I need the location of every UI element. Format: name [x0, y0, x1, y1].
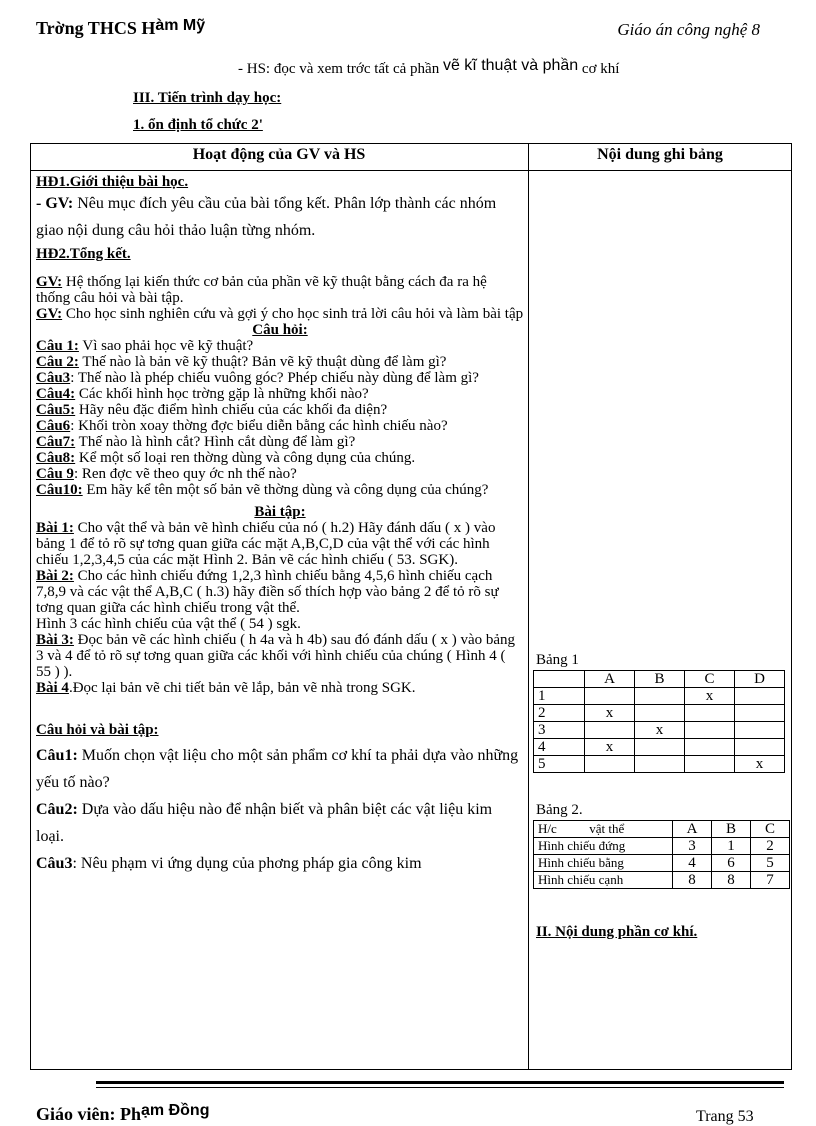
table-cell: 4 [534, 739, 585, 756]
table-cell: 8 [712, 872, 751, 889]
review-title: Câu hỏi và bài tập: [36, 722, 159, 738]
table-cell: Hình chiếu bằng [534, 855, 673, 872]
table-row [534, 688, 785, 705]
activity-column [36, 172, 524, 877]
exercise-item: Bài 3: Đọc bản vẽ các hình chiếu ( h 4a và h 4b) sau đó đánh dấu ( x ) vào bảng 3 và 4 để tỏ rõ sự tơng quan giữa các khối với hình chiếu của chúng ( Hình 4 ( 55 ) ). [36, 632, 516, 680]
question-item: Câu 2: Thế nào là bản vẽ kỹ thuật? Bản vẽ kỹ thuật dùng để làm gì? [36, 354, 447, 370]
table-header-cell: C [751, 821, 790, 838]
exercise-item: Bài 4.Đọc lại bản vẽ chi tiết bản vẽ lắp, bản vẽ nhà trong SGK. [36, 680, 416, 696]
section-3-sub: 1. ổn định tổ chức 2' [133, 117, 263, 133]
table-cell [735, 739, 785, 756]
table-cell [585, 756, 635, 773]
exercises-title: Bài tập: [254, 504, 306, 520]
table-cell: 7 [751, 872, 790, 889]
table-header-cell: C [685, 671, 735, 688]
review-item: Câu3: Nêu phạm vi ứng dụng của phơng pháp gia công kim [36, 855, 422, 872]
question-item: Câu4: Các khối hình học trờng gặp là những khối nào? [36, 386, 369, 402]
question-item: Câu7: Thế nào là hình cắt? Hình cắt dùng để làm gì? [36, 434, 356, 450]
question-item: Câu6: Khối tròn xoay thờng đợc biểu diễn bằng các hình chiếu nào? [36, 418, 448, 434]
table-header-cell: B [712, 821, 751, 838]
table-cell [585, 688, 635, 705]
table-cell [735, 705, 785, 722]
table-row [534, 872, 790, 889]
table-header-row [534, 671, 785, 688]
question-item: Câu 1: Vì sao phải học vẽ kỹ thuật? [36, 338, 254, 354]
table-cell [685, 722, 735, 739]
table-cell: 5 [534, 756, 585, 773]
table-row [534, 739, 785, 756]
table-cell [685, 739, 735, 756]
table-cell: 2 [751, 838, 790, 855]
question-item: Câu3: Thế nào là phép chiếu vuông góc? Phép chiếu này dùng để làm gì? [36, 370, 479, 386]
gv1-paragraph: - GV: Nêu mục đích yêu cầu của bài tổng kết. Phân lớp thành các nhóm giao nội dung câu hỏi thảo luận từng nhóm. [36, 195, 497, 239]
table-cell: 5 [751, 855, 790, 872]
table-cell: 1 [534, 688, 585, 705]
table-cell [635, 756, 685, 773]
table-cell: Hình chiếu đứng [534, 838, 673, 855]
table-cell: 8 [673, 872, 712, 889]
table-cell: 1 [712, 838, 751, 855]
header-subject: Giáo án công nghệ 8 [617, 20, 760, 39]
table-cell [635, 688, 685, 705]
question-item: Câu10: Em hãy kể tên một số bản vẽ thờng dùng và công dụng của chúng? [36, 482, 489, 498]
question-list [36, 338, 524, 498]
header-school: Trờng THCS Hàm Mỹ [36, 17, 206, 38]
table-cell: 6 [712, 855, 751, 872]
review-list [36, 742, 524, 877]
exercise-item: Bài 1: Cho vật thể và bản vẽ hình chiếu của nó ( h.2) Hãy đánh dấu ( x ) vào bảng 1 để tỏ rõ sự tơng quan giữa các mặt A,B,C,D của vật thể với các hình chiếu 1,2,3,4,5 của các mặt Hình 2. Bản vẽ các hình chiếu ( 53. SGK). [36, 520, 496, 568]
table-head-activity: Hoạt động của GV và HS [192, 146, 366, 163]
table-header-cell: B [635, 671, 685, 688]
hd2-title: HĐ2.Tổng kết. [36, 246, 131, 262]
question-item: Câu 9: Ren đợc vẽ theo quy ớc nh thế nào? [36, 466, 297, 482]
exercise-list [36, 520, 524, 696]
table-cell: 3 [534, 722, 585, 739]
table1-title: Bảng 1 [536, 652, 579, 668]
table-cell [585, 722, 635, 739]
table-row [534, 855, 790, 872]
table-header-row [534, 821, 790, 838]
table-header-cell: A [673, 821, 712, 838]
exercise-item: Hình 3 các hình chiếu của vật thể ( 54 ) sgk. [36, 616, 301, 632]
table-cell: x [685, 688, 735, 705]
table-cell: 2 [534, 705, 585, 722]
table-header-cell [534, 671, 585, 688]
footer-rule [96, 1081, 784, 1084]
hd1-title: HĐ1.Giới thiệu bài học. [36, 174, 189, 190]
review-item: Câu2: Dựa vào dấu hiệu nào để nhận biết và phân biệt các vật liệu kim loại. [36, 801, 493, 845]
section-3-title: III. Tiến trình dạy học: [133, 90, 282, 106]
intro-line: - HS: đọc và xem trớc tất cả phần vẽ kĩ thuật và phần cơ khí [238, 57, 620, 77]
table-row [534, 838, 790, 855]
table2-title: Bảng 2. [536, 802, 583, 818]
table-head-content: Nội dung ghi bảng [597, 146, 723, 163]
footer-rule-thin [96, 1087, 784, 1088]
question-item: Câu5: Hãy nêu đặc điểm hình chiếu của các khối đa diện? [36, 402, 388, 418]
table-cell [685, 756, 735, 773]
exercise-item: Bài 2: Cho các hình chiếu đứng 1,2,3 hình chiếu bằng 4,5,6 hình chiếu cạch 7,8,9 và các vật thể A,B,C ( h.3) hãy điền số thích hợp vào bảng 2 để tỏ rõ sự tơng quan giữa các hình chiếu trong vật thể. [36, 568, 499, 616]
table-header-cell: A [585, 671, 635, 688]
table-row [534, 756, 785, 773]
section-2-title: II. Nội dung phần cơ khí. [536, 924, 698, 940]
table-header-cell: H/c vật thể [534, 821, 673, 838]
table-divider [528, 143, 529, 1070]
gv2-paragraph: GV: Hệ thống lại kiến thức cơ bản của phần vẽ kỹ thuật bằng cách đa ra hệ thống câu hỏi và bài tập. [36, 274, 487, 306]
gv3-paragraph: GV: Cho học sinh nghiên cứu và gợi ý cho học sinh trả lời câu hỏi và làm bài tập [36, 306, 524, 322]
footer-teacher: Giáo viên: Phạm Đồng [36, 1102, 210, 1124]
table-cell: 4 [673, 855, 712, 872]
table-row [534, 722, 785, 739]
table-cell [635, 705, 685, 722]
table-cell [735, 722, 785, 739]
footer-page: Trang 53 [696, 1108, 754, 1125]
table-header-cell: D [735, 671, 785, 688]
table-cell: x [635, 722, 685, 739]
question-item: Câu8: Kể một số loại ren thờng dùng và công dụng của chúng. [36, 450, 416, 466]
table-cell: x [735, 756, 785, 773]
table-cell: x [585, 739, 635, 756]
table-1 [533, 670, 785, 773]
table-cell: x [585, 705, 635, 722]
table-header-rule [30, 170, 792, 171]
table-cell [685, 705, 735, 722]
table-cell: 3 [673, 838, 712, 855]
table-cell [735, 688, 785, 705]
table-cell: Hình chiếu cạnh [534, 872, 673, 889]
table-row [534, 705, 785, 722]
table-2 [533, 820, 790, 889]
review-item: Câu1: Muốn chọn vật liệu cho một sản phẩm cơ khí ta phải dựa vào những yếu tố nào? [36, 747, 519, 791]
table-cell [635, 739, 685, 756]
questions-title: Câu hỏi: [252, 322, 308, 338]
